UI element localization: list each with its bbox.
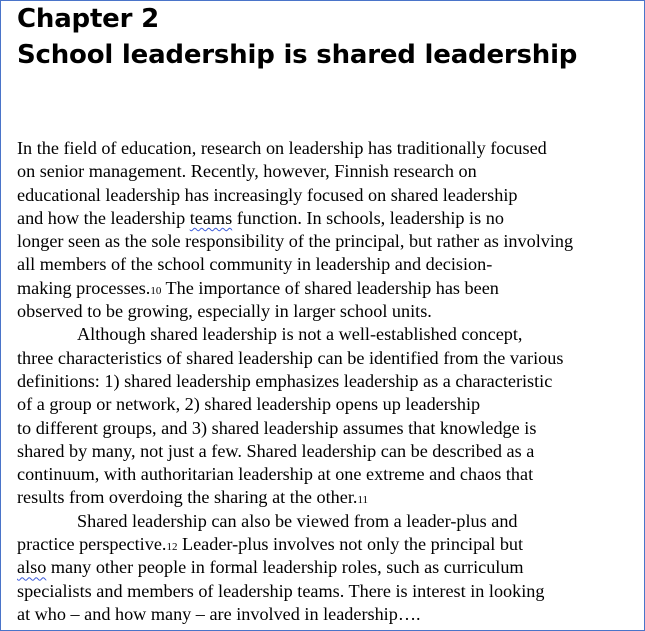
text-line: definitions: 1) shared leadership emphasizes leadership as a characteristic [17,370,553,391]
text-segment: The importance of shared leadership has been [161,277,499,298]
body-text [17,137,637,626]
chapter-number: Chapter 2 [17,4,159,34]
paragraph-1 [17,137,637,323]
text-line [17,533,637,556]
text-line: continuum, with authoritarian leadership at one extreme and chaos that [17,464,534,485]
text-segment: Although shared leadership is not a well-established concept, [77,324,523,345]
text-segment: practice perspective. [17,534,167,555]
chapter-title: School leadership is shared leadership [17,40,578,70]
text-line: to different groups, and 3) shared leadership assumes that knowledge is [17,417,537,438]
spellcheck-flagged-word[interactable]: also [17,557,47,578]
text-line [17,510,637,533]
text-line: educational leadership has increasingly focused on shared leadership [17,184,518,205]
text-line [17,486,637,509]
text-line: at who – and how many – are involved in leadership…. [17,603,421,624]
text-line [17,207,637,230]
document-page [17,1,637,624]
text-line: specialists and members of leadership teams. There is interest in looking [17,580,545,601]
text-line [17,556,637,579]
text-line: observed to be growing, especially in larger school units. [17,301,432,322]
text-segment: and how the leadership [17,207,190,228]
text-segment: making processes. [17,277,151,298]
footnote-reference: 10 [150,284,162,297]
text-line [17,323,637,346]
text-line [17,277,637,300]
paragraph-2 [17,323,637,509]
text-line: of a group or network, 2) shared leadership opens up leadership [17,394,481,415]
text-line: three characteristics of shared leadership can be identified from the various [17,347,564,368]
text-line: on senior management. Recently, however, Finnish research on [17,161,477,182]
spellcheck-flagged-word[interactable]: teams [189,207,233,228]
text-line: shared by many, not just a few. Shared leadership can be described as a [17,440,535,461]
text-segment: results from overdoing the sharing at the other. [17,487,358,508]
footnote-reference: 12 [166,541,178,554]
text-segment: Shared leadership can also be viewed from a leader-plus and [77,510,518,531]
text-segment: Leader-plus involves not only the principal but [177,534,524,555]
paragraph-3 [17,510,637,626]
text-segment: many other people in formal leadership roles, such as curriculum [46,557,524,578]
text-segment: function. In schools, leadership is no [232,207,504,228]
text-line: all members of the school community in leadership and decision- [17,254,493,275]
text-line: In the field of education, research on leadership has traditionally focused [17,138,547,158]
text-line: longer seen as the sole responsibility of the principal, but rather as involving [17,231,574,252]
chapter-heading [17,1,637,73]
footnote-reference: 11 [357,494,369,507]
